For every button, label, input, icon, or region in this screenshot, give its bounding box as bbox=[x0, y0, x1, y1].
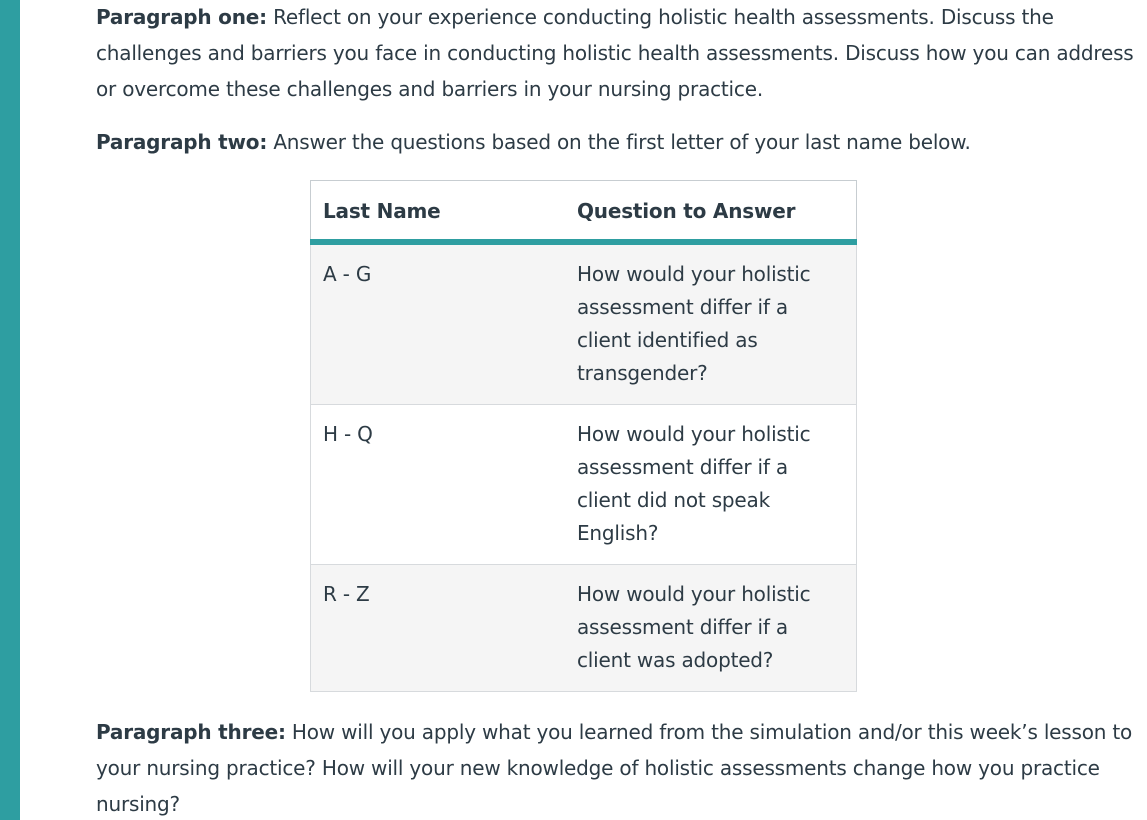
header-last-name: Last Name bbox=[311, 181, 578, 243]
paragraph-three bbox=[96, 714, 1141, 820]
paragraph-three-label: Paragraph three: bbox=[96, 720, 286, 744]
table-row bbox=[311, 565, 857, 692]
table-row bbox=[311, 405, 857, 565]
row-question-r-z: How would your holistic assessment differ if a client was adopted? bbox=[577, 582, 811, 672]
paragraph-two bbox=[96, 124, 1136, 160]
paragraph-one-label: Paragraph one: bbox=[96, 5, 267, 29]
table-row bbox=[311, 242, 857, 405]
row-range-h-q: H - Q bbox=[323, 422, 373, 446]
header-question: Question to Answer bbox=[577, 181, 857, 243]
paragraph-two-text: Answer the questions based on the first letter of your last name below. bbox=[267, 130, 971, 154]
paragraph-two-label: Paragraph two: bbox=[96, 130, 268, 154]
row-question-h-q: How would your holistic assessment differ if a client did not speak English? bbox=[577, 422, 811, 545]
row-range-a-g: A - G bbox=[323, 262, 372, 286]
paragraph-one bbox=[96, 0, 1136, 107]
paragraph-three-text: How will you apply what you learned from the simulation and/or this week’s lesson to your nursing practice? How will your new knowledge of holistic assessments change how you practice nursing? bbox=[96, 720, 1133, 816]
question-table bbox=[310, 180, 857, 692]
row-range-r-z: R - Z bbox=[323, 582, 370, 606]
left-accent-bar bbox=[0, 0, 20, 820]
table-header-row bbox=[311, 181, 857, 243]
row-question-a-g: How would your holistic assessment differ if a client identified as transgender? bbox=[577, 262, 811, 385]
paragraph-one-text: Reflect on your experience conducting holistic health assessments. Discuss the challenges and barriers you face in conducting holistic health assessments. Discuss how you can address or overcome these challenges and barriers in your nursing practice. bbox=[96, 5, 1134, 101]
